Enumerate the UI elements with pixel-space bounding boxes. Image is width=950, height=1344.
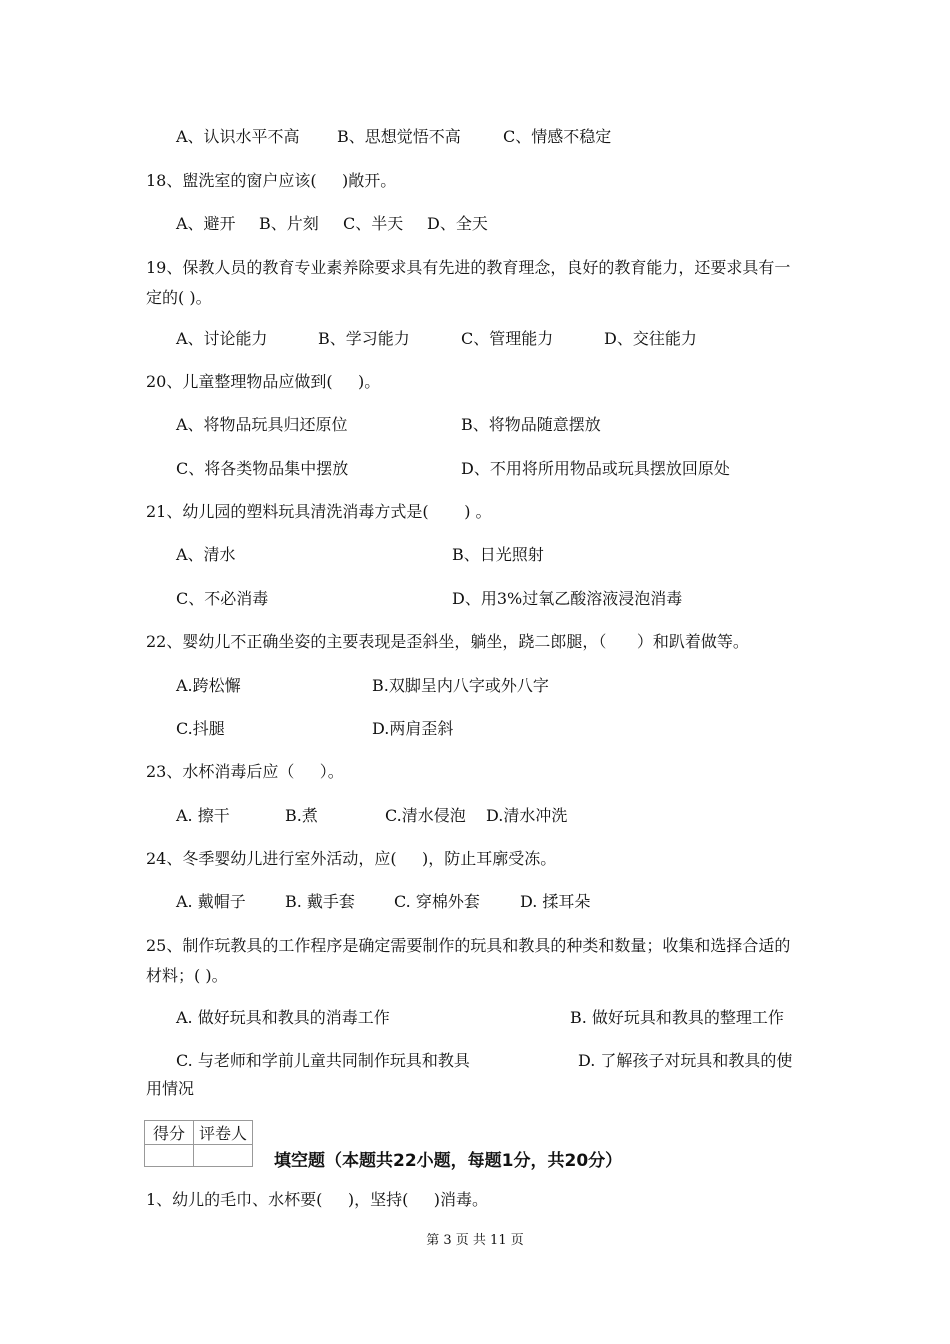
q18-option-c: C、半天 [343, 214, 404, 233]
q20-option-d: D、不用将所用物品或玩具摆放回原处 [461, 459, 730, 478]
q23-option-b: B.煮 [285, 806, 318, 825]
q22-option-a: A.跨松懈 [176, 676, 241, 695]
q21-option-b: B、日光照射 [452, 545, 544, 564]
q21-option-c: C、不必消毒 [176, 589, 269, 608]
q21-option-a: A、清水 [176, 545, 236, 564]
q19-option-d: D、交往能力 [604, 329, 697, 348]
q22-option-d: D.两肩歪斜 [372, 719, 454, 738]
section-title: 填空题（本题共22小题，每题1分，共20分） [274, 1151, 623, 1171]
q18-option-d: D、全天 [427, 214, 488, 233]
q20-option-b: B、将物品随意摆放 [461, 415, 601, 434]
q18-option-b: B、片刻 [259, 214, 319, 233]
fill-question-1: 1、幼儿的毛巾、水杯要( )，坚持( )消毒。 [146, 1190, 489, 1209]
grader-cell [194, 1145, 253, 1167]
q22-option-c: C.抖腿 [176, 719, 225, 738]
q18-stem: 18、盥洗室的窗户应该( )敞开。 [146, 171, 397, 190]
q17-option-b: B、思想觉悟不高 [337, 127, 461, 146]
q23-option-d: D.清水冲洗 [486, 806, 568, 825]
score-cell [145, 1145, 194, 1167]
q24-option-a: A. 戴帽子 [176, 892, 246, 911]
q20-stem: 20、儿童整理物品应做到( )。 [146, 372, 381, 391]
q19-stem: 19、保教人员的教育专业素养除要求具有先进的教育理念，良好的教育能力，还要求具有一定的( )。 [146, 258, 791, 307]
q24-option-d: D. 揉耳朵 [520, 892, 591, 911]
q17-option-a: A、认识水平不高 [176, 127, 300, 146]
q18-option-a: A、避开 [176, 214, 236, 233]
q23-stem: 23、水杯消毒后应（ ）。 [146, 762, 344, 781]
q20-option-c: C、将各类物品集中摆放 [176, 459, 349, 478]
q25-stem: 25、制作玩教具的工作程序是确定需要制作的玩具和教具的种类和数量；收集和选择合适的材料；( )。 [146, 936, 791, 985]
q25-option-d-continued: 用情况 [146, 1079, 195, 1098]
q17-option-c: C、情感不稳定 [503, 127, 612, 146]
q21-option-d: D、用3%过氧乙酸溶液浸泡消毒 [452, 589, 683, 608]
q19-option-b: B、学习能力 [318, 329, 410, 348]
page-footer: 第 3 页 共 11 页 [426, 1233, 524, 1248]
q20-option-a: A、将物品玩具归还原位 [176, 415, 348, 434]
q25-option-d: D. 了解孩子对玩具和教具的使 [578, 1051, 793, 1070]
q24-option-b: B. 戴手套 [285, 892, 355, 911]
q24-stem: 24、冬季婴幼儿进行室外活动，应( )，防止耳廓受冻。 [146, 849, 557, 868]
grader-label: 评卷人 [194, 1121, 253, 1145]
score-table [144, 1120, 253, 1167]
q19-option-c: C、管理能力 [461, 329, 554, 348]
q23-option-a: A. 擦干 [176, 806, 230, 825]
q25-option-c: C. 与老师和学前儿童共同制作玩具和教具 [176, 1051, 470, 1070]
score-label: 得分 [145, 1121, 194, 1145]
q21-stem: 21、幼儿园的塑料玩具清洗消毒方式是( ) 。 [146, 502, 492, 521]
q22-option-b: B.双脚呈内八字或外八字 [372, 676, 549, 695]
q19-option-a: A、讨论能力 [176, 329, 268, 348]
q23-option-c: C.清水侵泡 [385, 806, 466, 825]
q25-option-a: A. 做好玩具和教具的消毒工作 [176, 1008, 390, 1027]
q25-option-b: B. 做好玩具和教具的整理工作 [570, 1008, 784, 1027]
q22-stem: 22、婴幼儿不正确坐姿的主要表现是歪斜坐，躺坐，跷二郎腿，（ ）和趴着做等。 [146, 632, 749, 651]
q24-option-c: C. 穿棉外套 [394, 892, 480, 911]
